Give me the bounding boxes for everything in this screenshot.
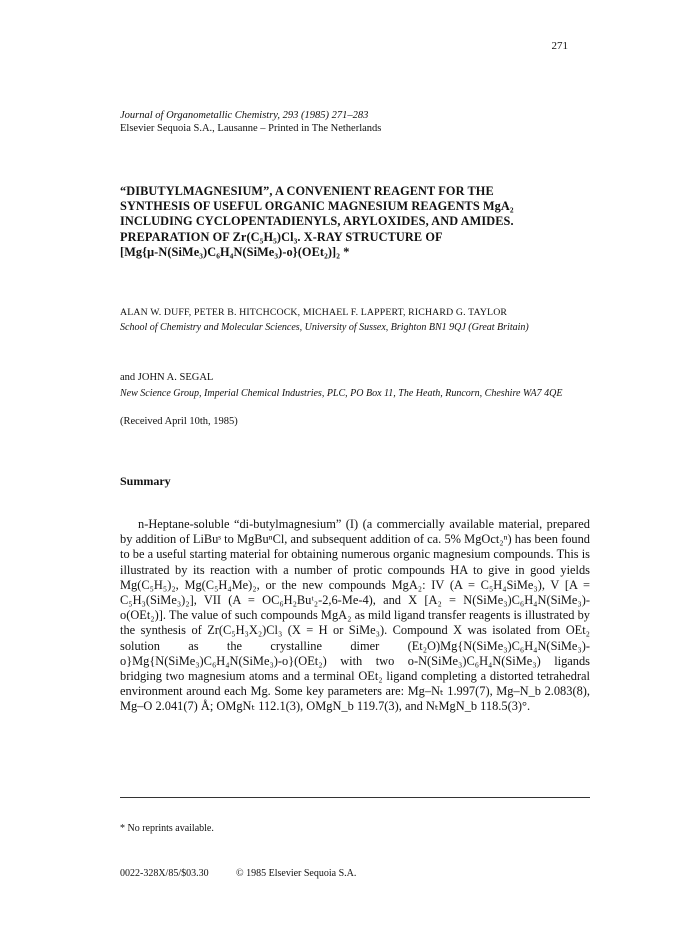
author-list: ALAN W. DUFF, PETER B. HITCHCOCK, MICHAEL F. LAPPERT, RICHARD G. TAYLOR [120,307,508,318]
footnote: * No reprints available. [120,823,214,834]
affiliation-ici: New Science Group, Imperial Chemical Industries, PLC, PO Box 11, The Heath, Runcorn, Cheshire WA7 4QE [120,388,563,399]
journal-citation: Journal of Organometallic Chemistry, 293 (1985) 271–283 [120,110,369,121]
received-date: (Received April 10th, 1985) [120,416,238,427]
summary-paragraph: n-Heptane-soluble “di-butylmagnesium” (I) (a commercially available material, prepared by addition of LiBuˢ to MgBuⁿCl, and subsequent addition of ca. 5% MgOct₂ⁿ) has been found to be a useful starting material for obtaining numerous organic magnesium compounds. This is illustrated by its reaction with a number of protic compounds HA to give in good yields Mg(C₅H₅)₂, Mg(C₅H₄Me)₂, or the new compounds MgA₂: IV (A = C₅H₄SiMe₃), V [A = C₅H₃(SiMe₃)₂], VII (A = OC₆H₂Buᵗ₂-2,6-Me-4), and X [A₂ = N(SiMe₃)C₆H₄N(SiMe₃)-o(OEt₂)]. The value of such compounds MgA₂ as mild ligand transfer reagents is illustrated by the synthesis of Zr(C₅H₃X₂)Cl₃ (X = H or SiMe₃). Compound X was isolated from OEt₂ solution as the crystalline dimer (Et₂O)Mg{N(SiMe₃)C₆H₄N(SiMe₃)-o}Mg{N(SiMe₃)C₆H₄N(SiMe₃)-o}(OEt₂) with two o-N(SiMe₃)C₆H₄N(SiMe₃) ligands bridging two magnesium atoms and a terminal OEt₂ ligand completing a distorted tetrahedral environment around each Mg. Some key parameters are: Mg–Nₜ 1.997(7), Mg–N_b 2.083(8), Mg–O 2.041(7) Å; OMgNₜ 112.1(3), OMgN_b 119.7(3), and NₜMgN_b 118.5(3)°. [120,517,590,714]
title-line-3: INCLUDING CYCLOPENTADIENYLS, ARYLOXIDES, AND AMIDES. [120,214,514,229]
summary-heading: Summary [120,474,171,488]
title-line-2: SYNTHESIS OF USEFUL ORGANIC MAGNESIUM REAGENTS MgA₂ [120,199,514,214]
publisher-line: Elsevier Sequoia S.A., Lausanne – Printed in The Netherlands [120,123,382,134]
summary-body [120,517,590,715]
footnote-divider [120,797,590,798]
journal-header [120,109,381,135]
article-title [120,184,590,260]
title-line-5: [Mg{μ-N(SiMe₃)C₆H₄N(SiMe₃)-o}(OEt₂)]₂ * [120,244,350,259]
issn-price: 0022-328X/85/$03.30 [120,868,209,879]
page-number: 271 [551,40,568,52]
affiliation-sussex: School of Chemistry and Molecular Sciences, University of Sussex, Brighton BN1 9QJ (Great Britain) [120,322,529,333]
title-line-1: “DIBUTYLMAGNESIUM”, A CONVENIENT REAGENT FOR THE [120,184,494,198]
title-line-4: PREPARATION OF Zr(C₅H₅)Cl₃. X-RAY STRUCTURE OF [120,229,443,244]
additional-author: and JOHN A. SEGAL [120,372,214,383]
copyright-notice: © 1985 Elsevier Sequoia S.A. [236,868,357,879]
